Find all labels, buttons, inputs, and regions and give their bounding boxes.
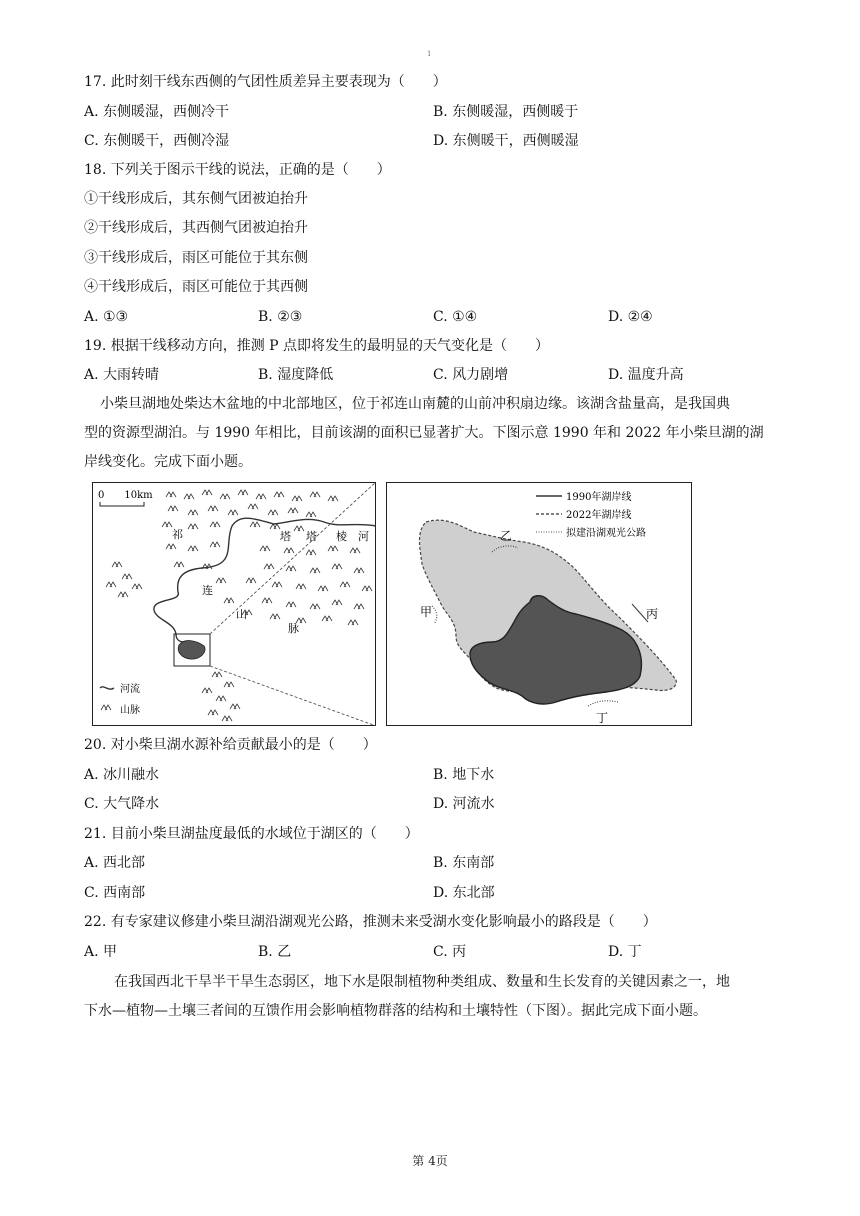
q21-option-c[interactable]: C. 西南部 (84, 885, 146, 901)
q19-option-c[interactable]: C. 风力剧增 (433, 367, 509, 383)
q22-option-c[interactable]: C. 丙 (433, 944, 467, 960)
q20-option-d[interactable]: D. 河流水 (433, 796, 495, 812)
groundwater-intro-line-2: 下水—植物—土壤三者间的互馈作用会影响植物群落的结构和土壤特性（下图）。据此完成下面小题。 (84, 1003, 707, 1019)
legend-2022-label: 2022年湖岸线 (566, 510, 632, 521)
label-lian: 连 (202, 584, 213, 597)
q21-option-d[interactable]: D. 东北部 (433, 885, 495, 901)
q17-option-b[interactable]: B. 东侧暖湿，西侧暖于 (433, 104, 579, 120)
legend-river-label: 河流 (120, 684, 140, 695)
legend-mountain-label: 山脉 (120, 705, 140, 716)
q21-option-a[interactable]: A. 西北部 (84, 855, 146, 871)
label-qi: 祁 (172, 528, 183, 541)
legend-1990-label: 1990年湖岸线 (566, 492, 632, 503)
q17-option-a[interactable]: A. 东侧暖湿，西侧冷干 (84, 104, 230, 120)
q21-stem: 21. 目前小柴旦湖盐度最低的水域位于湖区的（ ） (84, 826, 419, 842)
q18-statement-4: ④干线形成后，雨区可能位于其西侧 (84, 279, 308, 295)
q19-option-b[interactable]: B. 湿度降低 (258, 367, 334, 383)
q18-statement-3: ③干线形成后，雨区可能位于其东侧 (84, 250, 308, 266)
groundwater-intro-line-1: 在我国西北干旱半干旱生态弱区，地下水是限制植物种类组成、数量和生长发育的关键因素之一，地 (114, 974, 730, 990)
q17-option-c[interactable]: C. 东侧暖干，西侧冷湿 (84, 133, 230, 149)
q18-option-a[interactable]: A. ①③ (84, 309, 129, 325)
lake-intro-line-2: 型的资源型湖泊。与 1990 年相比，目前该湖的面积已显著扩大。下图示意 1990 年和 2022 年小柴旦湖的湖 (84, 425, 764, 441)
q18-statement-1: ①干线形成后，其东侧气团被迫抬升 (84, 191, 308, 207)
q18-option-c[interactable]: C. ①④ (433, 309, 478, 325)
q18-statement-2: ②干线形成后，其西侧气团被迫抬升 (84, 220, 308, 236)
q18-option-d[interactable]: D. ②④ (608, 309, 653, 325)
lake-shoreline-map (386, 482, 692, 726)
label-jia: 甲 (420, 605, 433, 619)
q18-option-b[interactable]: B. ②③ (258, 309, 303, 325)
q17-stem: 17. 此时刻干线东西侧的气团性质差异主要表现为（ ） (84, 74, 447, 90)
q22-option-b[interactable]: B. 乙 (258, 944, 292, 960)
q22-option-d[interactable]: D. 丁 (608, 944, 642, 960)
q17-option-d[interactable]: D. 东侧暖干，西侧暖湿 (433, 133, 579, 149)
q21-option-b[interactable]: B. 东南部 (433, 855, 495, 871)
regional-map-svg (92, 482, 376, 726)
q20-stem: 20. 对小柴旦湖水源补给贡献最小的是（ ） (84, 737, 377, 753)
q19-option-d[interactable]: D. 温度升高 (608, 367, 684, 383)
label-river-char-2: 塔 (306, 530, 317, 543)
label-river-char-1: 塔 (280, 530, 291, 543)
lake-intro-line-1: 小柴旦湖地处柴达木盆地的中北部地区，位于祁连山南麓的山前冲积扇边缘。该湖含盐量高，是我国典 (100, 396, 730, 412)
q20-option-c[interactable]: C. 大气降水 (84, 796, 160, 812)
q20-option-a[interactable]: A. 冰川融水 (84, 767, 160, 783)
label-yi: 乙 (500, 529, 513, 543)
q22-option-a[interactable]: A. 甲 (84, 944, 118, 960)
label-bing: 丙 (646, 607, 659, 621)
scale-label: 0 10km (98, 490, 153, 501)
lake-intro-line-3: 岸线变化。完成下面小题。 (84, 454, 252, 470)
q19-option-a[interactable]: A. 大雨转晴 (84, 367, 160, 383)
legend-road-label: 拟建沿湖观光公路 (566, 528, 646, 539)
q22-stem: 22. 有专家建议修建小柴旦湖沿湖观光公路，推测未来受湖水变化影响最小的路段是（ ） (84, 914, 657, 930)
q19-stem: 19. 根据干线移动方向，推测 P 点即将发生的最明显的天气变化是（ ） (84, 338, 550, 354)
page-number: 第 4页 (412, 1154, 448, 1168)
label-shan: 山 (236, 608, 247, 621)
label-river-char-3: 棱 (336, 530, 347, 543)
header-mark: 1 (427, 50, 432, 58)
regional-map (92, 482, 376, 726)
q18-stem: 18. 下列关于图示干线的说法，正确的是（ ） (84, 162, 391, 178)
q20-option-b[interactable]: B. 地下水 (433, 767, 495, 783)
label-river-char-4: 河 (358, 530, 369, 543)
lake-shoreline-svg (386, 482, 692, 726)
label-mai: 脉 (288, 622, 299, 635)
label-ding: 丁 (596, 711, 609, 725)
